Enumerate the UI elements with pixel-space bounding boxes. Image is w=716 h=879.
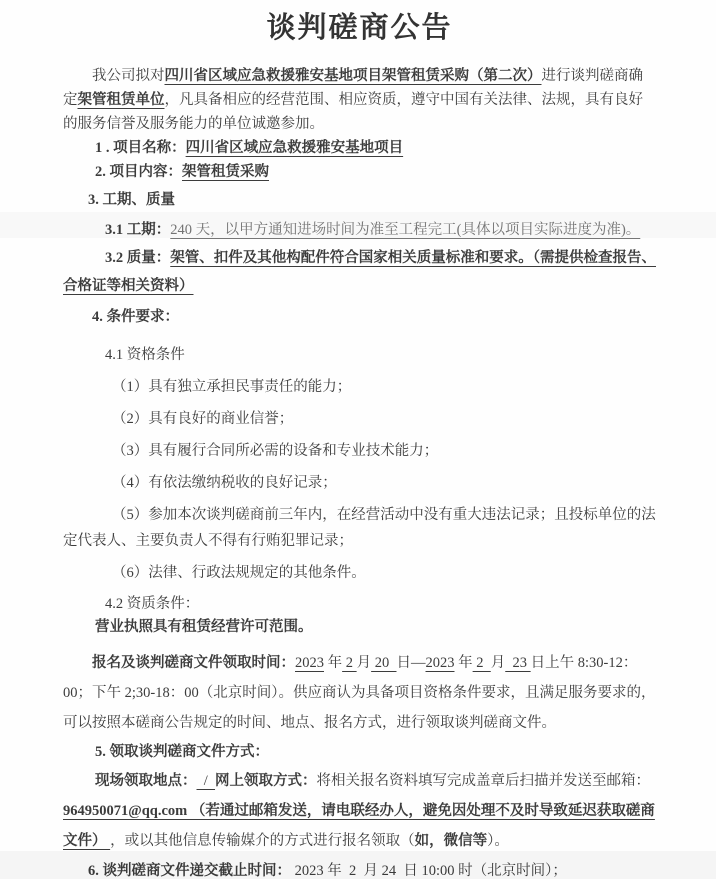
item-project-name	[95, 136, 656, 160]
online-pickup-text: 将相关报名资料填写完成盖章后扫描并发送至邮箱：	[316, 773, 651, 789]
deadline-month: 2	[345, 863, 364, 879]
signup-year-unit-2: 年	[454, 655, 473, 671]
project-name-value: 四川省区域应急救援雅安基地项目	[185, 140, 404, 156]
condition-item-5: （5）参加本次谈判磋商前三年内，在经营活动中没有重大违法记录；且投标单位的法定代表人、主要负责人不得有行贿犯罪记录；	[63, 507, 656, 549]
signup-day-dash: 日—	[396, 655, 426, 671]
project-content-value: 架管租赁采购	[182, 164, 269, 180]
signup-time-rest: 日上午 8:30-12：00；下午 2;30-18：00（北京时间）。供应商认为具备项目资格条件要求，且满足服务要求的，可以按照本磋商公告规定的时间、地点、报名方式，进行领取谈判磋商文件。	[63, 655, 656, 731]
deadline-year-unit: 年	[323, 863, 346, 879]
condition-item-2: （2）具有良好的商业信誉；	[112, 411, 294, 427]
item-4-2-heading: 4.2 资质条件：	[105, 596, 200, 612]
signup-end-month: 2	[472, 655, 491, 671]
signup-end-day: 23	[505, 655, 531, 671]
signup-time-paragraph	[63, 648, 656, 738]
intro-post-text: ，凡具备相应的经营范围、相应资质，遵守中国有关法律、法规，具有良好的服务信誉及服务能力的单位诚邀参加。	[63, 92, 643, 132]
condition-item-1: （1）具有独立承担民事责任的能力；	[112, 379, 352, 395]
duration-value: 240 天，以甲方通知进场时间为准至工程完工(具体以项目实际进度为准)。	[170, 222, 641, 238]
deadline-day-unit: 日	[403, 863, 422, 879]
section-3-heading: 3. 工期、质量	[88, 192, 175, 208]
section-5-paragraph	[63, 766, 656, 856]
deadline-month-unit: 月	[363, 863, 378, 879]
online-pickup-label: 网上领取方式：	[215, 773, 317, 789]
onsite-pickup-label: 现场领取地点：	[95, 773, 197, 789]
deadline-rest: 时（北京时间）；	[454, 863, 567, 879]
deadline-day: 24	[378, 863, 404, 879]
item-project-content	[95, 160, 656, 184]
signup-start-day: 20	[371, 655, 397, 671]
project-name-label: 1 . 项目名称：	[95, 140, 186, 156]
onsite-pickup-blank: /	[196, 773, 216, 789]
rental-unit-term: 架管租赁单位	[77, 92, 165, 108]
alt-media-close: ）。	[487, 833, 509, 849]
signup-month-unit-2: 月	[490, 655, 506, 671]
item-4-1-heading: 4.1 资格条件	[105, 347, 185, 363]
condition-item-4: （4）有依法缴纳税收的良好记录；	[112, 475, 337, 491]
item-3-2-quality	[63, 244, 656, 300]
alt-media-examples: 如，微信等	[414, 833, 488, 849]
email-address-note: 964950071@qq.com （若通过邮箱发送，请电联经办人，避免因处理不及时导致延迟获取磋商文件）	[63, 803, 655, 849]
procurement-project-name: 四川省区域应急救援雅安基地项目架管租赁采购（第二次）	[164, 68, 542, 84]
intro-pre-text: 我公司拟对	[92, 68, 165, 84]
signup-start-month: 2	[342, 655, 357, 671]
section-6-deadline	[88, 857, 656, 879]
license-requirement: 营业执照具有租赁经营许可范围。	[95, 619, 313, 635]
section-5-heading: 5. 领取谈判磋商文件方式：	[95, 744, 269, 760]
signup-end-year: 2023	[425, 655, 455, 671]
quality-value: 架管、扣件及其他构配件符合国家相关质量标准和要求。（需提供检查报告、合格证等相关资料）	[63, 250, 656, 294]
deadline-label: 6. 谈判磋商文件递交截止时间：	[88, 863, 291, 879]
project-content-label: 2. 项目内容：	[95, 164, 182, 180]
intro-paragraph	[63, 64, 656, 136]
deadline-time: 10:00	[421, 863, 455, 879]
duration-label: 3.1 工期：	[105, 222, 171, 238]
condition-item-6: （6）法律、行政法规规定的其他条件。	[112, 565, 366, 581]
intro-mid-text: 进行谈判磋商确定	[63, 68, 643, 108]
deadline-year: 2023	[294, 863, 324, 879]
signup-month-unit: 月	[356, 655, 372, 671]
item-3-1-duration	[105, 216, 656, 244]
signup-time-label: 报名及谈判磋商文件领取时间：	[92, 655, 295, 671]
alt-media-text: ，或以其他信息传输媒介的方式进行报名领取（	[110, 833, 415, 849]
condition-item-3: （3）具有履行合同所必需的设备和专业技术能力；	[112, 443, 439, 459]
signup-start-year: 2023	[295, 655, 324, 671]
signup-year-unit: 年	[324, 655, 343, 671]
section-4-heading: 4. 条件要求：	[92, 309, 179, 325]
quality-label: 3.2 质量：	[105, 250, 171, 266]
page-title: 谈判磋商公告	[266, 12, 453, 44]
